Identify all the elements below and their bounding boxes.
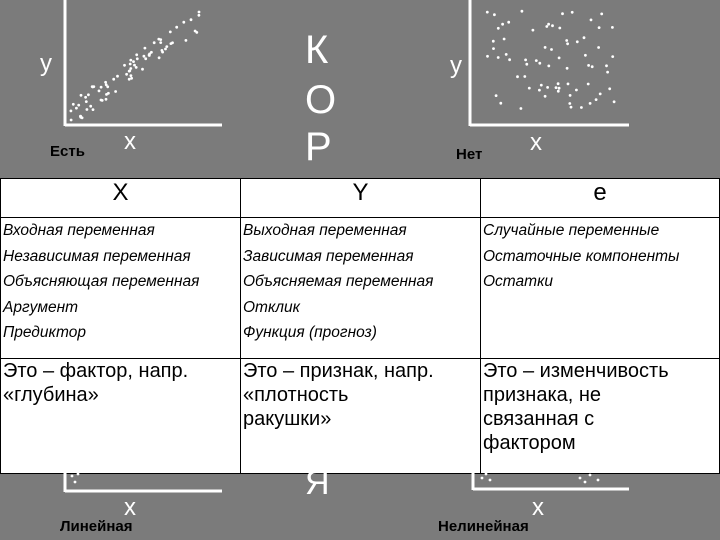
- x-axis-label: x: [124, 128, 136, 155]
- data-point: [550, 48, 553, 51]
- data-point: [128, 78, 131, 81]
- desc-line: Это – изменчивость: [483, 360, 669, 382]
- data-point: [130, 74, 133, 77]
- letter-o: О: [305, 78, 337, 122]
- data-point: [85, 100, 88, 103]
- plot-linear: [0, 470, 230, 540]
- data-point: [86, 108, 89, 111]
- data-point: [492, 47, 495, 50]
- term-item: Выходная переменная: [243, 222, 407, 239]
- data-point: [100, 86, 103, 89]
- data-point: [508, 58, 511, 61]
- x-axis-label: x: [530, 129, 542, 156]
- term-item: Случайные переменные: [483, 222, 660, 239]
- data-point: [492, 40, 495, 43]
- data-point: [583, 36, 586, 39]
- data-point: [112, 78, 115, 81]
- data-point: [489, 479, 492, 482]
- data-point: [485, 473, 488, 476]
- desc-line: «глубина»: [3, 384, 99, 406]
- data-point: [520, 107, 523, 110]
- data-point: [79, 115, 82, 118]
- data-point: [116, 75, 119, 78]
- data-point: [598, 26, 601, 29]
- data-point: [100, 99, 103, 102]
- data-point: [524, 59, 527, 62]
- data-point: [587, 83, 590, 86]
- caption-linear: Линейная: [60, 518, 133, 535]
- data-point: [164, 48, 167, 51]
- data-point: [565, 39, 568, 42]
- data-point: [169, 31, 172, 34]
- data-point: [165, 45, 168, 48]
- data-point: [521, 10, 524, 13]
- data-point: [540, 84, 543, 87]
- terms-x-cell: [1, 218, 241, 359]
- desc-line: «плотность: [243, 384, 349, 406]
- x-axis-label: x: [532, 494, 544, 521]
- data-point: [555, 86, 558, 89]
- data-point: [144, 57, 147, 60]
- desc-line: Это – признак, напр.: [243, 360, 434, 382]
- data-point: [584, 481, 587, 484]
- header-y: Y: [241, 179, 481, 218]
- data-point: [133, 64, 136, 67]
- data-point: [566, 42, 569, 45]
- data-point: [535, 59, 538, 62]
- term-item: Предиктор: [3, 324, 86, 341]
- data-point: [608, 87, 611, 90]
- desc-x-cell: [1, 359, 241, 474]
- data-point: [547, 23, 550, 26]
- caption-no: Нет: [456, 146, 483, 163]
- term-item: Отклик: [243, 298, 300, 316]
- data-point: [501, 23, 504, 26]
- data-point: [128, 70, 131, 73]
- data-point: [558, 27, 561, 30]
- data-point: [194, 30, 197, 33]
- data-point: [611, 55, 614, 58]
- data-point: [538, 89, 541, 92]
- data-point: [74, 481, 77, 484]
- data-point: [567, 83, 570, 86]
- data-point: [590, 19, 593, 22]
- data-point: [532, 29, 535, 32]
- caption-nonlinear: Нелинейная: [438, 518, 529, 535]
- y-axis-label: y: [40, 50, 52, 77]
- data-point: [497, 27, 500, 30]
- data-point: [105, 83, 108, 86]
- data-point: [148, 54, 151, 57]
- desc-line: фактором: [483, 432, 576, 454]
- x-axis-label: x: [124, 494, 136, 521]
- data-point: [600, 13, 603, 16]
- data-point: [123, 64, 126, 67]
- data-point: [158, 56, 161, 59]
- terms-row: [1, 218, 720, 359]
- data-point: [77, 473, 80, 476]
- data-point: [525, 63, 528, 66]
- data-point: [135, 53, 138, 56]
- data-point: [591, 65, 594, 68]
- data-point: [589, 474, 592, 477]
- term-item: Остатки: [483, 273, 554, 290]
- data-point: [599, 93, 602, 96]
- desc-e-cell: [481, 359, 720, 474]
- data-point: [503, 38, 506, 41]
- scatter-plot-correlated: [0, 0, 230, 170]
- term-item: Объясняемая переменная: [243, 273, 434, 290]
- data-point: [570, 106, 573, 109]
- desc-line: ракушки»: [243, 408, 332, 430]
- regression-terms-table: [0, 178, 720, 474]
- scatter-plot-uncorrelated: [440, 0, 720, 175]
- data-point: [568, 102, 571, 105]
- data-point: [486, 11, 489, 14]
- data-point: [597, 479, 600, 482]
- data-point: [198, 11, 201, 14]
- data-point: [75, 107, 78, 110]
- data-point: [129, 59, 132, 62]
- term-item: Зависимая переменная: [243, 247, 414, 265]
- data-point: [71, 475, 74, 478]
- data-point: [77, 104, 80, 107]
- header-row: [1, 179, 720, 218]
- terms-e-cell: [481, 218, 720, 359]
- scatter-correlated-svg: [0, 0, 230, 170]
- data-point: [557, 90, 560, 93]
- description-row: [1, 359, 720, 474]
- data-point: [105, 98, 108, 101]
- data-point: [544, 95, 547, 98]
- data-point: [98, 90, 101, 93]
- data-point: [481, 477, 484, 480]
- data-point: [528, 87, 531, 90]
- data-point: [547, 65, 550, 68]
- letter-r: Р: [305, 125, 332, 169]
- header-e: e: [481, 179, 720, 218]
- data-point: [132, 60, 135, 63]
- data-point: [129, 67, 132, 70]
- data-point: [558, 87, 561, 90]
- plot-nonlinear: [440, 470, 720, 540]
- letter-k: К: [305, 28, 329, 72]
- desc-line: связанная с: [483, 408, 595, 430]
- caption-yes: Есть: [50, 143, 85, 160]
- desc-line: Это – фактор, напр.: [3, 360, 189, 382]
- data-point: [523, 75, 526, 78]
- desc-y-cell: [241, 359, 481, 474]
- desc-line: признака, не: [483, 384, 602, 406]
- data-point: [605, 64, 608, 67]
- data-point: [91, 85, 94, 88]
- data-point: [486, 55, 489, 58]
- data-point: [144, 47, 147, 50]
- terms-y-cell: [241, 218, 481, 359]
- term-item: Независимая переменная: [3, 247, 191, 265]
- data-point: [135, 66, 138, 69]
- data-point: [595, 98, 598, 101]
- y-axis-label: y: [450, 52, 462, 79]
- data-point: [130, 77, 133, 80]
- data-point: [141, 68, 144, 71]
- data-point: [143, 55, 146, 58]
- data-point: [611, 26, 614, 29]
- data-point: [159, 38, 162, 41]
- data-point: [587, 64, 590, 67]
- data-point: [87, 93, 90, 96]
- data-point: [579, 477, 582, 480]
- data-point: [589, 102, 592, 105]
- data-point: [499, 102, 502, 105]
- data-point: [182, 21, 185, 24]
- data-point: [105, 93, 108, 96]
- data-point: [198, 14, 201, 17]
- data-point: [170, 42, 173, 45]
- data-point: [70, 119, 73, 122]
- data-point: [606, 71, 609, 74]
- data-point: [584, 54, 587, 57]
- data-point: [597, 46, 600, 49]
- data-point: [84, 96, 87, 99]
- data-point: [493, 13, 496, 16]
- data-point: [561, 12, 564, 15]
- data-point: [70, 110, 73, 113]
- data-point: [544, 46, 547, 49]
- data-point: [104, 81, 107, 84]
- term-item: Объясняющая переменная: [3, 273, 200, 290]
- data-point: [545, 25, 548, 28]
- data-point: [161, 51, 164, 54]
- data-point: [580, 106, 583, 109]
- data-point: [613, 100, 616, 103]
- data-point: [495, 94, 498, 97]
- data-point: [557, 82, 560, 85]
- data-point: [153, 41, 156, 44]
- data-point: [175, 26, 178, 29]
- data-point: [516, 75, 519, 78]
- term-item: Входная переменная: [3, 222, 155, 239]
- term-item: Остаточные компоненты: [483, 247, 680, 265]
- data-point: [551, 24, 554, 27]
- data-point: [569, 94, 572, 97]
- data-point: [114, 90, 117, 93]
- data-point: [80, 94, 83, 97]
- data-point: [92, 108, 95, 111]
- data-point: [125, 73, 128, 76]
- data-point: [571, 11, 574, 14]
- data-point: [190, 18, 193, 21]
- data-point: [497, 56, 500, 59]
- data-point: [558, 57, 561, 60]
- data-point: [89, 105, 92, 108]
- data-point: [507, 21, 510, 24]
- data-point: [575, 89, 578, 92]
- data-point: [150, 51, 153, 54]
- data-point: [72, 103, 75, 106]
- data-point: [185, 39, 188, 42]
- term-item: Аргумент: [3, 298, 79, 316]
- data-point: [159, 41, 162, 44]
- letter-ya: Я: [305, 464, 330, 502]
- data-point: [136, 57, 139, 60]
- data-point: [546, 86, 549, 89]
- data-point: [576, 40, 579, 43]
- data-point: [566, 67, 569, 70]
- data-point: [129, 63, 132, 66]
- header-x: X: [1, 179, 241, 218]
- data-point: [538, 62, 541, 65]
- term-item: Функция (прогноз): [243, 324, 377, 341]
- data-point: [505, 53, 508, 56]
